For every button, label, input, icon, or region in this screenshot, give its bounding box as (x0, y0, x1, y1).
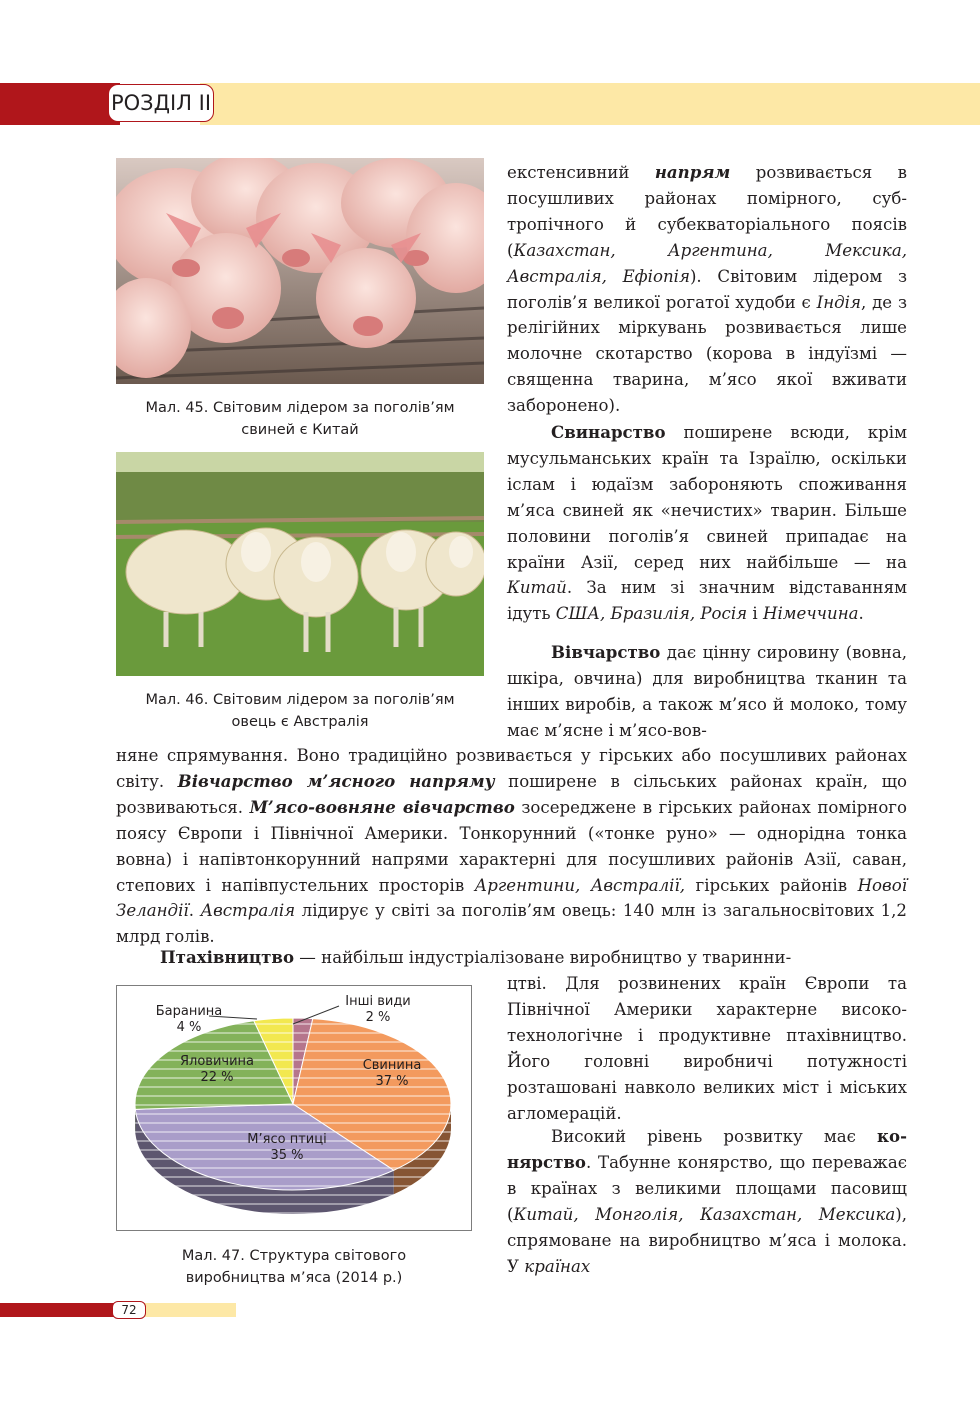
text-run: гірських районів (685, 875, 858, 895)
paragraph-cattle (507, 160, 907, 419)
pigs-photo (116, 158, 484, 384)
header-yellow-bar (200, 83, 980, 125)
text-run: Аргентини, Австралії, (474, 875, 686, 895)
text-run: Птахівництво (160, 947, 295, 967)
label-pork-name: Свинина (362, 1058, 422, 1073)
label-mutton (149, 1004, 229, 1036)
paragraph-pig-farming (507, 420, 907, 627)
page-number: 72 (112, 1301, 146, 1319)
figure-46-caption (116, 689, 484, 733)
text-run: і (747, 604, 763, 624)
footer-yellow-bar (140, 1303, 236, 1317)
figure-47-caption (116, 1245, 472, 1289)
text-run: поширене всюди, крім мусульманських країн та Ізраїлю, оскільки іслам і юдаїзм забороняють споживання м’яса свиней як «нечистих» тварин. Більше половини поголів’я свиней припадає на країни Азії, серед них найбільше — на (507, 423, 907, 572)
caption-line: свиней є Китай (241, 422, 359, 438)
caption-line: виробництва м’ясa (2014 р.) (185, 1270, 403, 1286)
text-run: Казахстан, Аргентина, Мексика, Австралія, Ефіопія (507, 240, 907, 286)
label-beef-pct: 22 % (200, 1070, 234, 1085)
label-other-pct: 2 % (365, 1010, 391, 1025)
text-run: Німеччина (763, 604, 859, 624)
text-run: Вівчарство м’ясного напряму (177, 770, 495, 791)
text-run: Нової Зеландії (116, 875, 907, 921)
text-run: . (188, 901, 201, 921)
text-run: — найбільш індустріалізоване виробництво у тваринни- (294, 948, 792, 967)
paragraph-poultry (116, 945, 907, 971)
paragraph-poultry-continued (507, 971, 907, 1126)
sheep-photo (116, 452, 484, 676)
label-pork-pct: 37 % (375, 1074, 409, 1089)
caption-line: овець є Австралія (231, 714, 369, 730)
text-run: Китай, Монголія, Казахстан, Мексика (513, 1204, 896, 1224)
caption-line: Мал. 47. Структура світового (181, 1248, 407, 1264)
text-run: . За ним зі значним відставанням ідуть (507, 578, 907, 624)
paragraph-sheep-farming-continued (116, 743, 907, 950)
paragraph-horse-breeding (507, 1124, 907, 1279)
text-run: цтві. Для розвинених країн Європи та Північної Америки характерне високотехнологічне і продуктивне птахівництво. Його головні виробничі потужності розташовані навколо великих міст і міських агломерацій. (507, 974, 907, 1123)
label-other-name: Інші види (345, 994, 411, 1009)
text-run: Високий рівень розвитку має (551, 1127, 878, 1146)
text-run: поширене в сільських районах країн, що розвиваються. (116, 771, 907, 817)
label-poultry (227, 1132, 347, 1164)
text-run: Китай (507, 578, 567, 598)
text-run: країнах (524, 1256, 591, 1276)
label-beef (169, 1054, 265, 1086)
text-run: дає цінну сировину (вовна, шкіра, овчина) для виробництва тканин та інших виробів, а також м’ясо й молоко, тому має м’ясне і м’ясо-вов- (507, 643, 907, 740)
text-run: напрям (654, 162, 731, 182)
footer-red-bar (0, 1303, 120, 1317)
text-run: М’ясо-вовняне вівчарство (249, 796, 515, 817)
label-mutton-pct: 4 % (176, 1020, 202, 1035)
caption-line: Мал. 45. Світовим лідером за поголів’ям (145, 400, 455, 416)
text-run: няне спрямування. Воно традиційно розвивається у гірських або посушливих районах світу. (116, 746, 907, 791)
label-poultry-name: М’ясо птиці (247, 1132, 327, 1147)
text-run: ), спрямоване на виробництво м’яса і молока. У (507, 1204, 907, 1276)
label-other (335, 994, 421, 1026)
label-poultry-pct: 35 % (270, 1148, 304, 1163)
label-beef-name: Яловичина (179, 1054, 254, 1069)
text-run: Індія (816, 292, 861, 312)
text-run: Свинарство (551, 422, 666, 442)
text-run: . (858, 604, 864, 624)
text-run: зосереджене в гірських районах помірного поясу Європи і Північної Америки. Тонкорунний («тонке руно» — однорідна тонка вовна) і напівтонкорунний напрями характерні для посушливих районів Азії, саван, степових і напівпустельних просторів (116, 797, 907, 895)
text-run: екстенсивний (507, 163, 655, 182)
figure-45-caption (116, 397, 484, 441)
text-run: , де з релігійних міркувань розвивається лише молочне скотарство (корова в індуїзмі — священна тварина, м’ясо якої вживати заборонено). (507, 292, 907, 416)
text-run: лідирує у світі за поголів’ям овець: 140 млн із загальносвітових 1,2 млрд голів. (116, 901, 907, 947)
label-mutton-name: Баранина (155, 1004, 223, 1019)
text-run: . Табунне конярство, що переважає в країнах з великими площами пасовищ ( (507, 1152, 907, 1224)
text-run: Вівчарство (551, 642, 661, 662)
text-run: розвивається в посушливих районах помірного, субтропічного й субекваторіального поясів ( (507, 163, 907, 260)
text-run: США, Бразилія, Росія (555, 604, 748, 624)
text-run: конярство (507, 1126, 907, 1172)
text-run: Австралія (200, 901, 296, 921)
section-title: РОЗДІЛ II (108, 84, 214, 122)
paragraph-sheep-farming (507, 640, 907, 744)
text-run: ). Світовим лідером з поголів’я великої рогатої худоби є (507, 266, 907, 312)
caption-line: Мал. 46. Світовим лідером за поголів’ям (145, 692, 455, 708)
label-pork (349, 1058, 435, 1090)
header-red-bar (0, 83, 120, 125)
meat-production-chart (116, 985, 472, 1231)
